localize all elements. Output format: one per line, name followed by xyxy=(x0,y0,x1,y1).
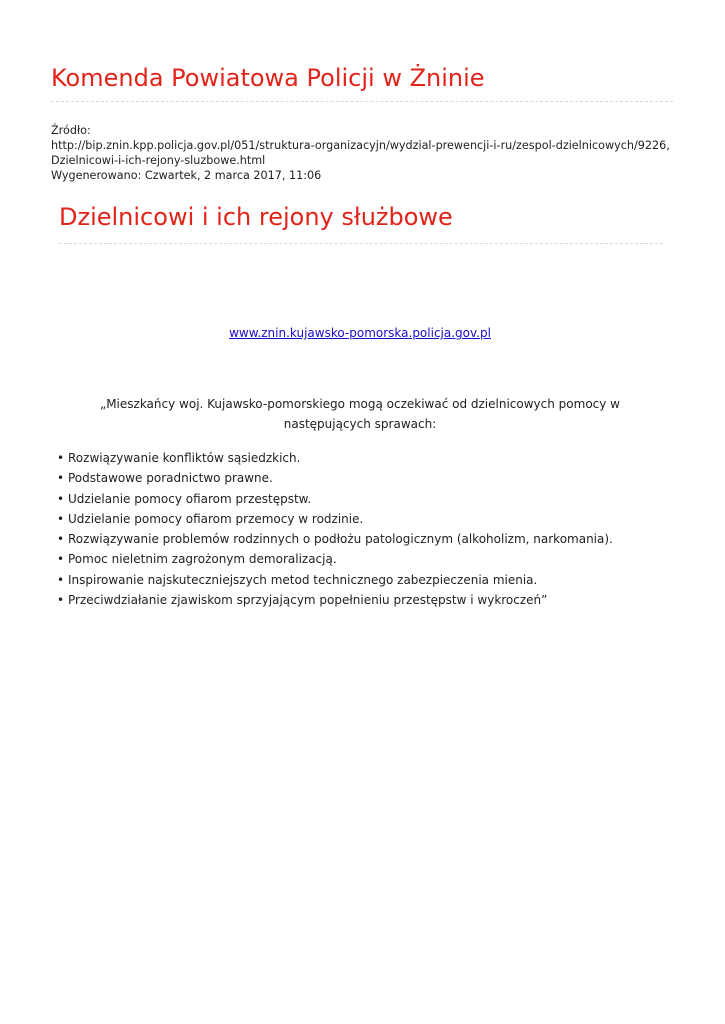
list-item-text: Rozwiązywanie konfliktów sąsiedzkich. xyxy=(68,451,301,465)
list-item xyxy=(0,529,700,549)
website-link[interactable]: www.znin.kujawsko-pomorska.policja.gov.pl xyxy=(229,326,491,340)
website-link-paragraph xyxy=(0,325,720,341)
list-item-text: Inspirowanie najskuteczniejszych metod technicznego zabezpieczenia mienia. xyxy=(68,572,538,587)
source-label: Źródło: xyxy=(51,124,91,137)
source-metadata xyxy=(51,123,676,183)
generated-timestamp: Wygenerowano: Czwartek, 2 marca 2017, 11:06 xyxy=(51,169,322,182)
bullet-icon: • xyxy=(57,511,65,526)
bullet-icon: • xyxy=(57,593,65,608)
bullet-icon: • xyxy=(57,572,65,587)
bullet-icon: • xyxy=(57,491,65,506)
bullet-icon: • xyxy=(57,451,65,465)
list-item xyxy=(0,489,700,509)
list-item-text: Podstawowe poradnictwo prawne. xyxy=(68,471,273,486)
article-title: Dzielnicowi i ich rejony służbowe xyxy=(59,203,453,231)
list-item xyxy=(0,468,700,488)
article-title-divider xyxy=(59,243,663,244)
list-item xyxy=(0,570,700,590)
list-item-text: Rozwiązywanie problemów rodzinnych o podłożu patologicznym (alkoholizm, narkomania). xyxy=(68,532,613,547)
bullet-icon: • xyxy=(57,471,65,486)
site-title: Komenda Powiatowa Policji w Żninie xyxy=(51,64,485,92)
bullet-icon: • xyxy=(57,552,65,567)
bullet-icon: • xyxy=(57,532,65,547)
header-divider xyxy=(51,101,673,102)
list-item xyxy=(0,549,700,569)
list-item-text: Udzielanie pomocy ofiarom przestępstw. xyxy=(68,491,312,506)
intro-paragraph: „Mieszkańcy woj. Kujawsko-pomorskiego mogą oczekiwać od dzielnicowych pomocy w następujących sprawach: xyxy=(99,397,620,431)
list-item-text: Udzielanie pomocy ofiarom przemocy w rodzinie. xyxy=(68,511,364,526)
list-item xyxy=(0,590,700,610)
source-url: http://bip.znin.kpp.policja.gov.pl/051/struktura-organizacyjn/wydzial-prewencji-i-ru/zespol-dzielnicowych/9226,Dzielnicowi-i-ich-rejony-sluzbowe.html xyxy=(51,139,670,167)
list-item-text: Pomoc nieletnim zagrożonym demoralizacją. xyxy=(68,552,337,567)
task-list xyxy=(0,448,700,610)
list-item xyxy=(0,509,700,529)
list-item-text: Przeciwdziałanie zjawiskom sprzyjającym popełnieniu przestępstw i wykroczeń” xyxy=(68,593,548,608)
list-item xyxy=(0,448,700,468)
